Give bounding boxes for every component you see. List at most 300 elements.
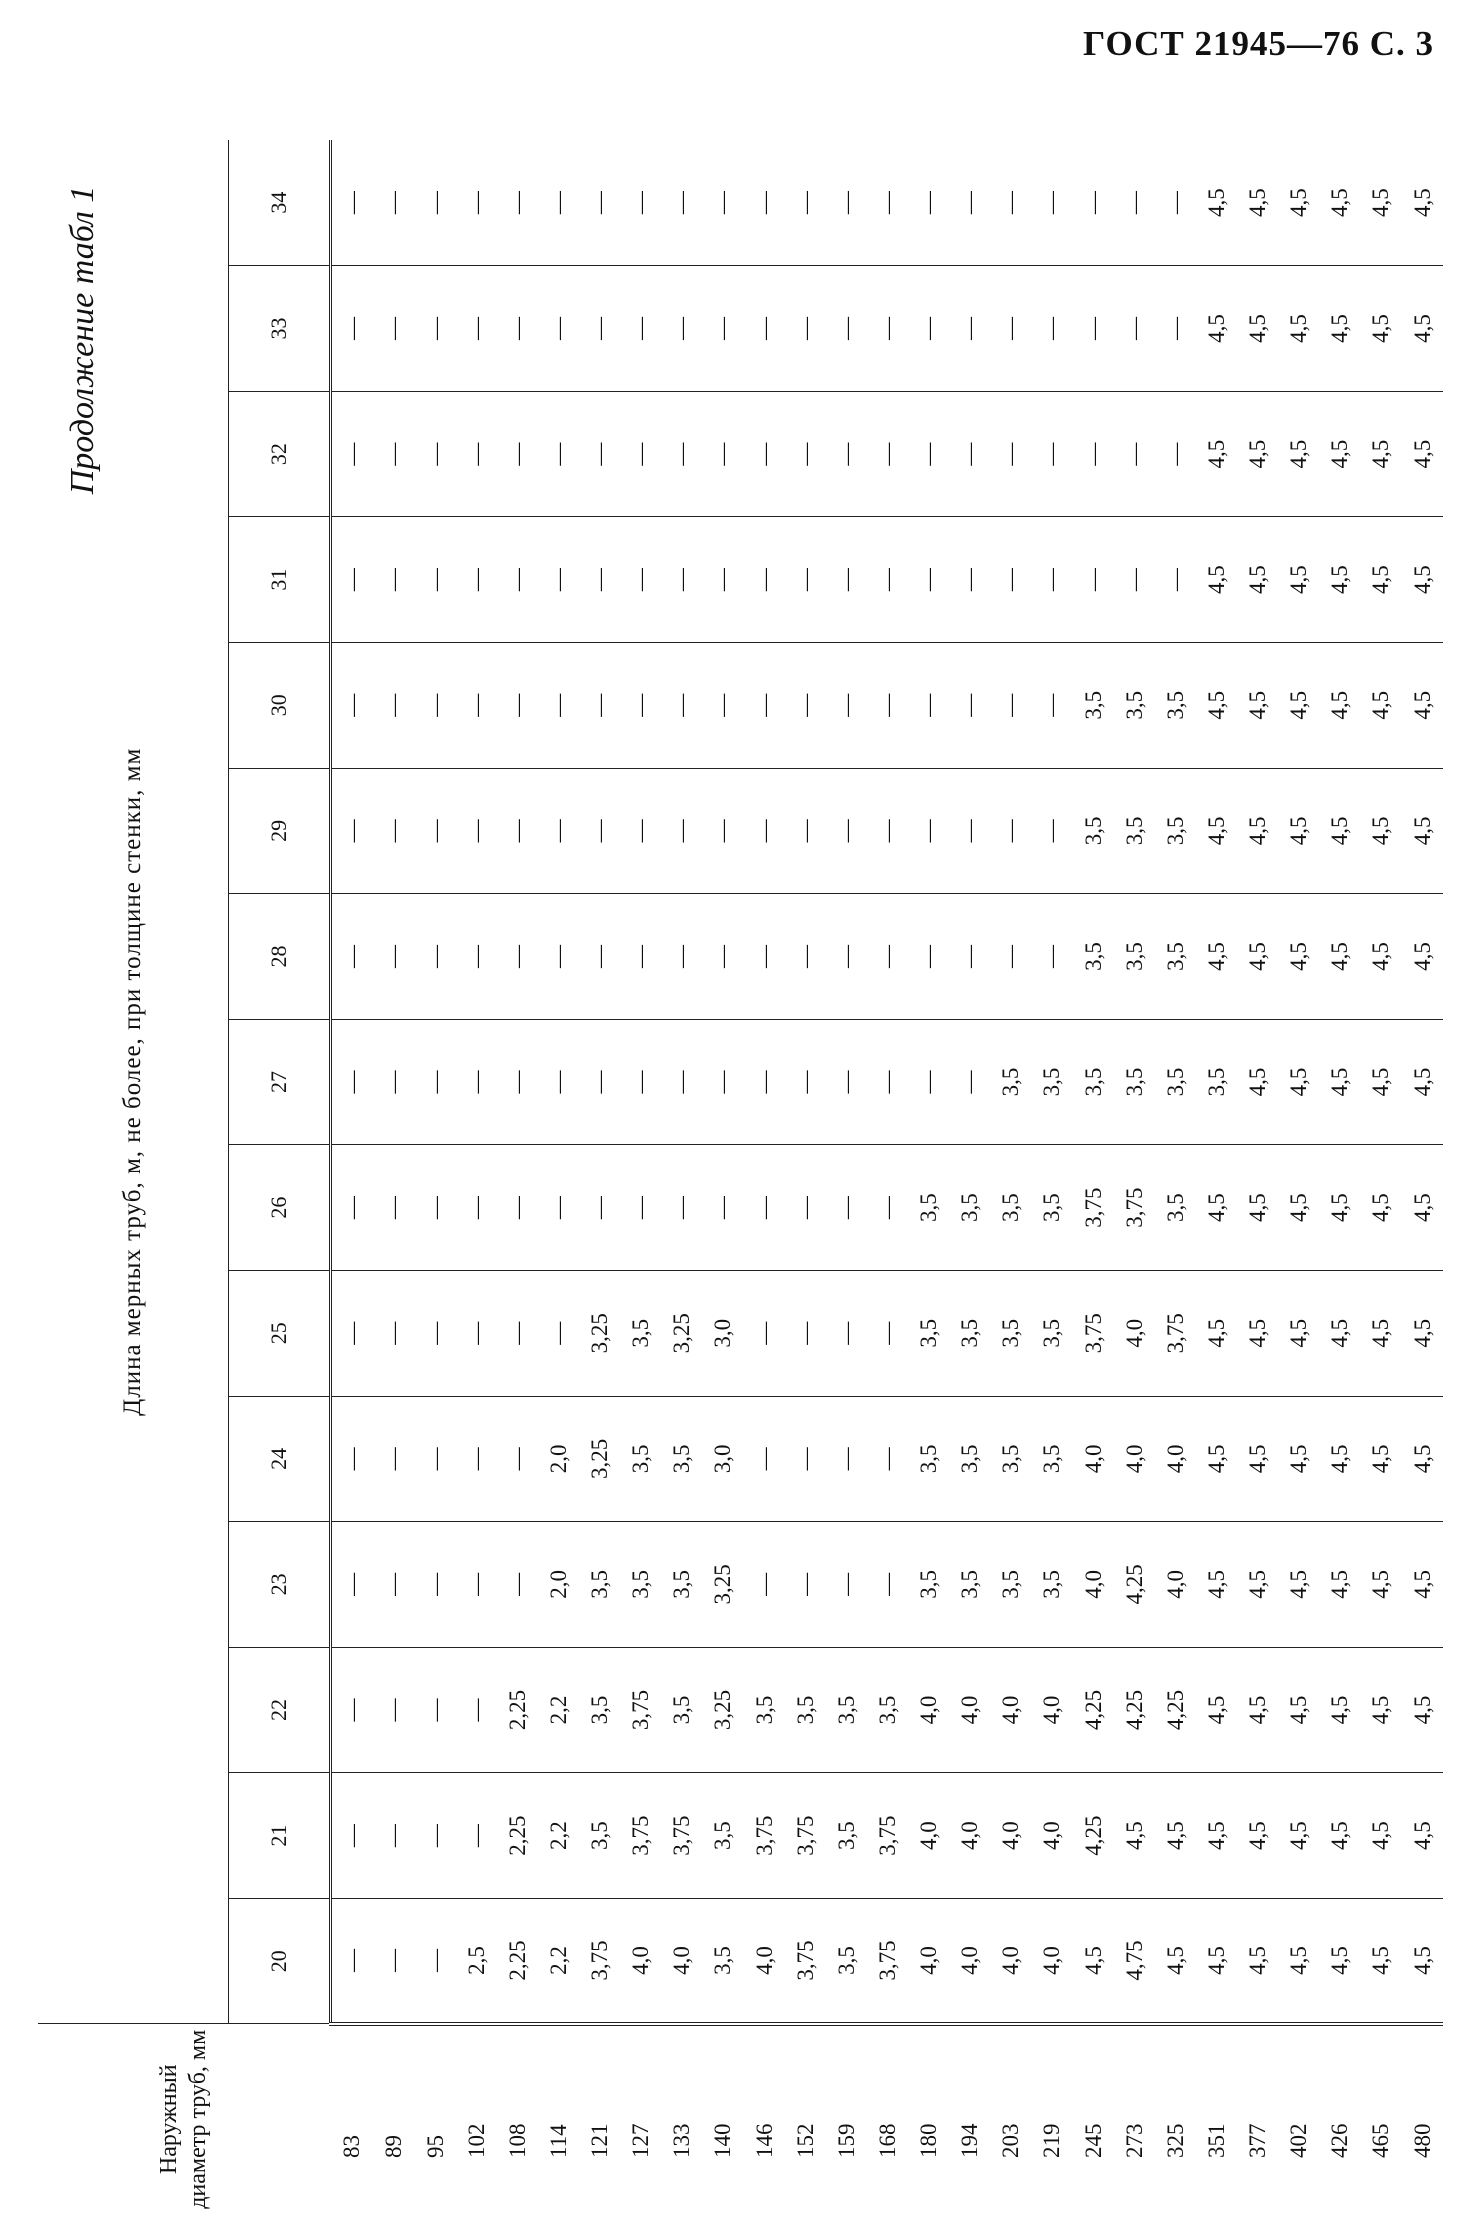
column-header: 33 — [229, 266, 331, 392]
value-cell: — — [867, 1145, 908, 1271]
value-cell: — — [1114, 140, 1155, 266]
value-cell: 3,75 — [1155, 1270, 1196, 1396]
value-cell: 4,0 — [949, 1773, 990, 1899]
value-cell: 4,5 — [1278, 1647, 1319, 1773]
diameter-cell: 168 — [867, 2024, 908, 2214]
value-cell: 3,5 — [1031, 1270, 1072, 1396]
value-cell: 4,5 — [1237, 1145, 1278, 1271]
value-cell: — — [620, 1145, 661, 1271]
column-header: 30 — [229, 642, 331, 768]
value-cell: — — [661, 768, 702, 894]
table-row — [867, 140, 908, 2214]
diameter-cell: 127 — [620, 2024, 661, 2214]
value-cell: 4,5 — [1237, 1773, 1278, 1899]
value-cell: — — [908, 642, 949, 768]
value-cell: 4,5 — [1278, 1773, 1319, 1899]
value-cell: 4,5 — [1196, 140, 1237, 266]
value-cell: 4,0 — [661, 1898, 702, 2024]
value-cell: 4,5 — [1278, 266, 1319, 392]
value-cell: — — [373, 894, 414, 1020]
value-cell: 4,25 — [1072, 1647, 1113, 1773]
value-cell: — — [826, 1019, 867, 1145]
table-row — [785, 140, 826, 2214]
value-cell: 3,75 — [620, 1647, 661, 1773]
value-cell: — — [579, 894, 620, 1020]
value-cell: — — [785, 517, 826, 643]
value-cell: — — [990, 642, 1031, 768]
value-cell: — — [331, 894, 374, 1020]
value-cell: — — [908, 1019, 949, 1145]
value-cell: 2,2 — [538, 1898, 579, 2024]
value-cell: 4,0 — [1114, 1396, 1155, 1522]
value-cell: — — [331, 391, 374, 517]
value-cell: — — [497, 642, 538, 768]
value-cell: 4,5 — [1401, 642, 1443, 768]
value-cell: — — [949, 768, 990, 894]
value-cell: 4,5 — [1319, 642, 1360, 768]
value-cell: 4,5 — [1237, 517, 1278, 643]
diameter-cell: 351 — [1196, 2024, 1237, 2214]
table-row — [1360, 140, 1401, 2214]
value-cell: 4,5 — [1237, 1522, 1278, 1648]
value-cell: — — [990, 894, 1031, 1020]
value-cell: 4,5 — [1278, 1270, 1319, 1396]
diameter-cell: 133 — [661, 2024, 702, 2214]
value-cell: 4,5 — [1319, 1019, 1360, 1145]
value-cell: — — [579, 642, 620, 768]
diameter-cell: 402 — [1278, 2024, 1319, 2214]
value-cell: 3,5 — [743, 1647, 784, 1773]
value-cell: 4,0 — [1072, 1396, 1113, 1522]
value-cell: 4,0 — [990, 1898, 1031, 2024]
value-cell: 4,5 — [1319, 1522, 1360, 1648]
diameter-cell: 114 — [538, 2024, 579, 2214]
value-cell: — — [414, 642, 455, 768]
value-cell: 4,5 — [1196, 1898, 1237, 2024]
value-cell: — — [538, 391, 579, 517]
value-cell: 4,0 — [1072, 1522, 1113, 1648]
value-cell: 4,5 — [1196, 1396, 1237, 1522]
value-cell: — — [1031, 266, 1072, 392]
value-cell: 4,5 — [1196, 266, 1237, 392]
value-cell: — — [373, 391, 414, 517]
value-cell: 3,5 — [908, 1270, 949, 1396]
value-cell: — — [702, 894, 743, 1020]
value-cell: — — [1072, 391, 1113, 517]
value-cell: — — [785, 1522, 826, 1648]
value-cell: — — [867, 391, 908, 517]
value-cell: — — [497, 1270, 538, 1396]
value-cell: 3,5 — [949, 1522, 990, 1648]
value-cell: — — [414, 140, 455, 266]
value-cell: 4,25 — [1155, 1647, 1196, 1773]
value-cell: — — [373, 768, 414, 894]
value-cell: — — [661, 517, 702, 643]
value-cell: — — [373, 266, 414, 392]
value-cell: — — [702, 391, 743, 517]
value-cell: — — [373, 140, 414, 266]
value-cell: 3,5 — [1155, 768, 1196, 894]
value-cell: 4,5 — [1401, 1396, 1443, 1522]
value-cell: 4,5 — [1278, 1396, 1319, 1522]
value-cell: 4,5 — [1278, 1145, 1319, 1271]
value-cell: — — [497, 517, 538, 643]
value-cell: 3,5 — [579, 1647, 620, 1773]
value-cell: — — [497, 1522, 538, 1648]
value-cell: — — [949, 391, 990, 517]
column-header: 25 — [229, 1270, 331, 1396]
value-cell: — — [456, 266, 497, 392]
value-cell: 4,5 — [1319, 517, 1360, 643]
value-cell: 4,5 — [1401, 1145, 1443, 1271]
value-cell: — — [538, 894, 579, 1020]
value-cell: 3,5 — [990, 1396, 1031, 1522]
value-cell: 3,5 — [949, 1270, 990, 1396]
value-cell: — — [579, 266, 620, 392]
value-cell: 3,5 — [1196, 1019, 1237, 1145]
value-cell: 3,5 — [702, 1898, 743, 2024]
value-cell: — — [579, 1019, 620, 1145]
value-cell: — — [579, 140, 620, 266]
value-cell: — — [785, 1145, 826, 1271]
value-cell: 4,5 — [1196, 1522, 1237, 1648]
value-cell: 4,5 — [1319, 1898, 1360, 2024]
value-cell: — — [990, 517, 1031, 643]
value-cell: — — [1031, 894, 1072, 1020]
value-cell: — — [990, 768, 1031, 894]
value-cell: 3,5 — [1114, 642, 1155, 768]
diameter-cell: 152 — [785, 2024, 826, 2214]
value-cell: 4,5 — [1155, 1898, 1196, 2024]
diameter-cell: 245 — [1072, 2024, 1113, 2214]
value-cell: 3,5 — [1114, 894, 1155, 1020]
value-cell: 4,5 — [1401, 140, 1443, 266]
value-cell: — — [373, 1019, 414, 1145]
value-cell: — — [620, 768, 661, 894]
value-cell: — — [414, 1396, 455, 1522]
value-cell: 3,5 — [579, 1773, 620, 1899]
value-cell: — — [785, 768, 826, 894]
value-cell: — — [456, 1145, 497, 1271]
value-cell: 3,25 — [702, 1522, 743, 1648]
value-cell: 3,5 — [620, 1396, 661, 1522]
value-cell: 4,5 — [1278, 1898, 1319, 2024]
value-cell: 3,5 — [661, 1522, 702, 1648]
value-cell: 3,5 — [1031, 1522, 1072, 1648]
diameter-cell: 194 — [949, 2024, 990, 2214]
value-cell: 4,5 — [1196, 1270, 1237, 1396]
value-cell: 3,5 — [1114, 768, 1155, 894]
value-cell: — — [785, 894, 826, 1020]
value-cell: 4,5 — [1319, 1396, 1360, 1522]
value-cell: — — [1114, 391, 1155, 517]
value-cell: 4,5 — [1401, 768, 1443, 894]
value-cell: — — [538, 1145, 579, 1271]
value-cell: — — [579, 517, 620, 643]
value-cell: — — [908, 768, 949, 894]
value-cell: — — [949, 140, 990, 266]
value-cell: — — [826, 517, 867, 643]
value-cell: 3,75 — [867, 1898, 908, 2024]
value-cell: — — [826, 1270, 867, 1396]
value-cell: 4,5 — [1196, 1145, 1237, 1271]
value-cell: 4,5 — [1360, 266, 1401, 392]
value-cell: 4,0 — [1031, 1773, 1072, 1899]
value-cell: — — [620, 1019, 661, 1145]
value-cell: 3,5 — [1031, 1396, 1072, 1522]
value-cell: — — [414, 1522, 455, 1648]
column-header: 26 — [229, 1145, 331, 1271]
value-cell: 4,5 — [1401, 1647, 1443, 1773]
value-cell: 3,5 — [1031, 1145, 1072, 1271]
value-cell: 2,2 — [538, 1773, 579, 1899]
value-cell: 4,5 — [1401, 391, 1443, 517]
value-cell: 3,5 — [826, 1898, 867, 2024]
value-cell: — — [456, 768, 497, 894]
value-cell: — — [743, 1145, 784, 1271]
value-cell: 3,5 — [949, 1145, 990, 1271]
value-cell: 3,5 — [661, 1396, 702, 1522]
value-cell: 3,5 — [1155, 894, 1196, 1020]
pipe-length-table — [38, 140, 1443, 2214]
diameter-cell: 203 — [990, 2024, 1031, 2214]
value-cell: 4,5 — [1360, 1647, 1401, 1773]
value-cell: — — [579, 391, 620, 517]
value-cell: 4,5 — [1401, 266, 1443, 392]
value-cell: 4,5 — [1237, 140, 1278, 266]
value-cell: 3,25 — [661, 1270, 702, 1396]
value-cell: 3,5 — [1072, 642, 1113, 768]
value-cell: — — [1072, 140, 1113, 266]
value-cell: 4,5 — [1278, 642, 1319, 768]
value-cell: — — [908, 517, 949, 643]
value-cell: — — [497, 140, 538, 266]
value-cell: 4,5 — [1278, 768, 1319, 894]
value-cell: — — [1031, 391, 1072, 517]
value-cell: — — [702, 1019, 743, 1145]
value-cell: 3,5 — [990, 1145, 1031, 1271]
value-cell: 4,5 — [1237, 1396, 1278, 1522]
table-body — [331, 140, 1444, 2214]
value-cell: — — [785, 266, 826, 392]
value-cell: — — [785, 391, 826, 517]
value-cell: — — [331, 140, 374, 266]
value-cell: 4,5 — [1319, 1270, 1360, 1396]
value-cell: — — [908, 140, 949, 266]
value-cell: — — [785, 140, 826, 266]
value-cell: — — [456, 1396, 497, 1522]
page-header: ГОСТ 21945—76 С. 3 — [1083, 24, 1434, 63]
value-cell: — — [497, 1019, 538, 1145]
value-cell: 4,5 — [1360, 391, 1401, 517]
table-row — [1319, 140, 1360, 2214]
value-cell: — — [538, 1019, 579, 1145]
value-cell: — — [743, 1019, 784, 1145]
table-row — [1031, 140, 1072, 2214]
table-row — [497, 140, 538, 2214]
value-cell: 3,75 — [1072, 1145, 1113, 1271]
value-cell: — — [867, 1396, 908, 1522]
value-cell: — — [456, 140, 497, 266]
value-cell: 4,0 — [949, 1647, 990, 1773]
value-cell: — — [949, 266, 990, 392]
value-cell: — — [785, 1396, 826, 1522]
value-cell: — — [620, 642, 661, 768]
value-cell: 4,0 — [908, 1647, 949, 1773]
value-cell: 4,0 — [908, 1898, 949, 2024]
value-cell: 4,5 — [1237, 768, 1278, 894]
value-cell: — — [743, 1396, 784, 1522]
value-cell: 4,5 — [1196, 391, 1237, 517]
value-cell: — — [456, 517, 497, 643]
value-cell: — — [1155, 517, 1196, 643]
value-cell: 3,75 — [867, 1773, 908, 1899]
value-cell: 4,25 — [1072, 1773, 1113, 1899]
value-cell: 2,25 — [497, 1773, 538, 1899]
value-cell: — — [785, 1270, 826, 1396]
column-header: 31 — [229, 517, 331, 643]
value-cell: — — [331, 1396, 374, 1522]
table-row — [949, 140, 990, 2214]
value-cell: — — [497, 266, 538, 392]
table-row — [1155, 140, 1196, 2214]
diameter-cell: 219 — [1031, 2024, 1072, 2214]
diameter-cell: 121 — [579, 2024, 620, 2214]
value-cell: — — [456, 1647, 497, 1773]
value-cell: — — [908, 266, 949, 392]
value-cell: 3,5 — [826, 1647, 867, 1773]
table-row — [373, 140, 414, 2214]
value-cell: 3,75 — [661, 1773, 702, 1899]
value-cell: 4,0 — [743, 1898, 784, 2024]
value-cell: — — [743, 1270, 784, 1396]
value-cell: — — [538, 642, 579, 768]
table-row — [538, 140, 579, 2214]
value-cell: — — [414, 1898, 455, 2024]
table-row — [1401, 140, 1443, 2214]
value-cell: — — [743, 517, 784, 643]
value-cell: 3,25 — [702, 1647, 743, 1773]
value-cell: — — [702, 642, 743, 768]
diameter-cell: 140 — [702, 2024, 743, 2214]
diameter-cell: 146 — [743, 2024, 784, 2214]
value-cell: 4,0 — [990, 1773, 1031, 1899]
value-cell: — — [867, 140, 908, 266]
value-cell: — — [456, 1773, 497, 1899]
table-row — [414, 140, 455, 2214]
value-cell: 3,75 — [620, 1773, 661, 1899]
value-cell: — — [331, 1270, 374, 1396]
value-cell: 4,5 — [1319, 894, 1360, 1020]
table-row — [826, 140, 867, 2214]
value-cell: 4,5 — [1237, 1019, 1278, 1145]
value-cell: 3,75 — [1114, 1145, 1155, 1271]
value-cell: 4,5 — [1278, 391, 1319, 517]
value-cell: 4,5 — [1196, 1773, 1237, 1899]
table-row — [743, 140, 784, 2214]
value-cell: 4,5 — [1237, 391, 1278, 517]
value-cell: 4,0 — [1155, 1396, 1196, 1522]
value-cell: — — [331, 642, 374, 768]
value-cell: 4,5 — [1319, 1647, 1360, 1773]
value-cell: — — [826, 1145, 867, 1271]
table-row — [1237, 140, 1278, 2214]
value-cell: — — [826, 768, 867, 894]
value-cell: — — [620, 894, 661, 1020]
value-cell: 3,0 — [702, 1270, 743, 1396]
value-cell: 4,5 — [1401, 1898, 1443, 2024]
value-cell: — — [497, 1396, 538, 1522]
value-cell: — — [661, 140, 702, 266]
value-cell: 4,5 — [1360, 1270, 1401, 1396]
value-cell: 4,5 — [1401, 1773, 1443, 1899]
value-cell: — — [702, 140, 743, 266]
value-cell: — — [990, 140, 1031, 266]
value-cell: — — [331, 266, 374, 392]
value-cell: 4,0 — [620, 1898, 661, 2024]
value-cell: 4,0 — [1031, 1898, 1072, 2024]
value-cell: — — [785, 642, 826, 768]
value-cell: 3,5 — [1155, 1019, 1196, 1145]
diameter-cell: 480 — [1401, 2024, 1443, 2214]
value-cell: 4,5 — [1401, 1019, 1443, 1145]
value-cell: — — [826, 266, 867, 392]
value-cell: 4,75 — [1114, 1898, 1155, 2024]
table-row — [1278, 140, 1319, 2214]
value-cell: — — [1114, 517, 1155, 643]
table-row — [579, 140, 620, 2214]
diameter-cell: 108 — [497, 2024, 538, 2214]
value-cell: 4,5 — [1360, 1898, 1401, 2024]
value-cell: — — [743, 266, 784, 392]
value-cell: 4,0 — [1155, 1522, 1196, 1648]
value-cell: 3,5 — [1155, 642, 1196, 768]
table-row — [620, 140, 661, 2214]
value-cell: 3,5 — [620, 1270, 661, 1396]
value-cell: 3,5 — [1114, 1019, 1155, 1145]
value-cell: — — [826, 140, 867, 266]
value-cell: — — [1155, 266, 1196, 392]
value-cell: — — [373, 1522, 414, 1648]
value-cell: 3,75 — [785, 1898, 826, 2024]
value-cell: — — [826, 894, 867, 1020]
value-cell: — — [867, 1019, 908, 1145]
value-cell: — — [414, 1773, 455, 1899]
value-cell: 3,75 — [743, 1773, 784, 1899]
column-header: 22 — [229, 1647, 331, 1773]
value-cell: 3,75 — [579, 1898, 620, 2024]
value-cell: — — [908, 391, 949, 517]
value-cell: — — [414, 894, 455, 1020]
value-cell: 3,5 — [908, 1396, 949, 1522]
value-cell: 3,5 — [990, 1019, 1031, 1145]
value-cell: — — [661, 266, 702, 392]
value-cell: 4,5 — [1360, 768, 1401, 894]
value-cell: 3,5 — [1031, 1019, 1072, 1145]
value-cell: — — [867, 266, 908, 392]
column-header: 28 — [229, 894, 331, 1020]
value-cell: — — [538, 768, 579, 894]
diameter-cell: 426 — [1319, 2024, 1360, 2214]
column-header: 24 — [229, 1396, 331, 1522]
value-cell: 4,5 — [1360, 642, 1401, 768]
value-cell: — — [867, 517, 908, 643]
diameter-cell: 377 — [1237, 2024, 1278, 2214]
value-cell: — — [620, 391, 661, 517]
value-cell: 2,0 — [538, 1396, 579, 1522]
table-row — [1196, 140, 1237, 2214]
value-cell: — — [661, 894, 702, 1020]
